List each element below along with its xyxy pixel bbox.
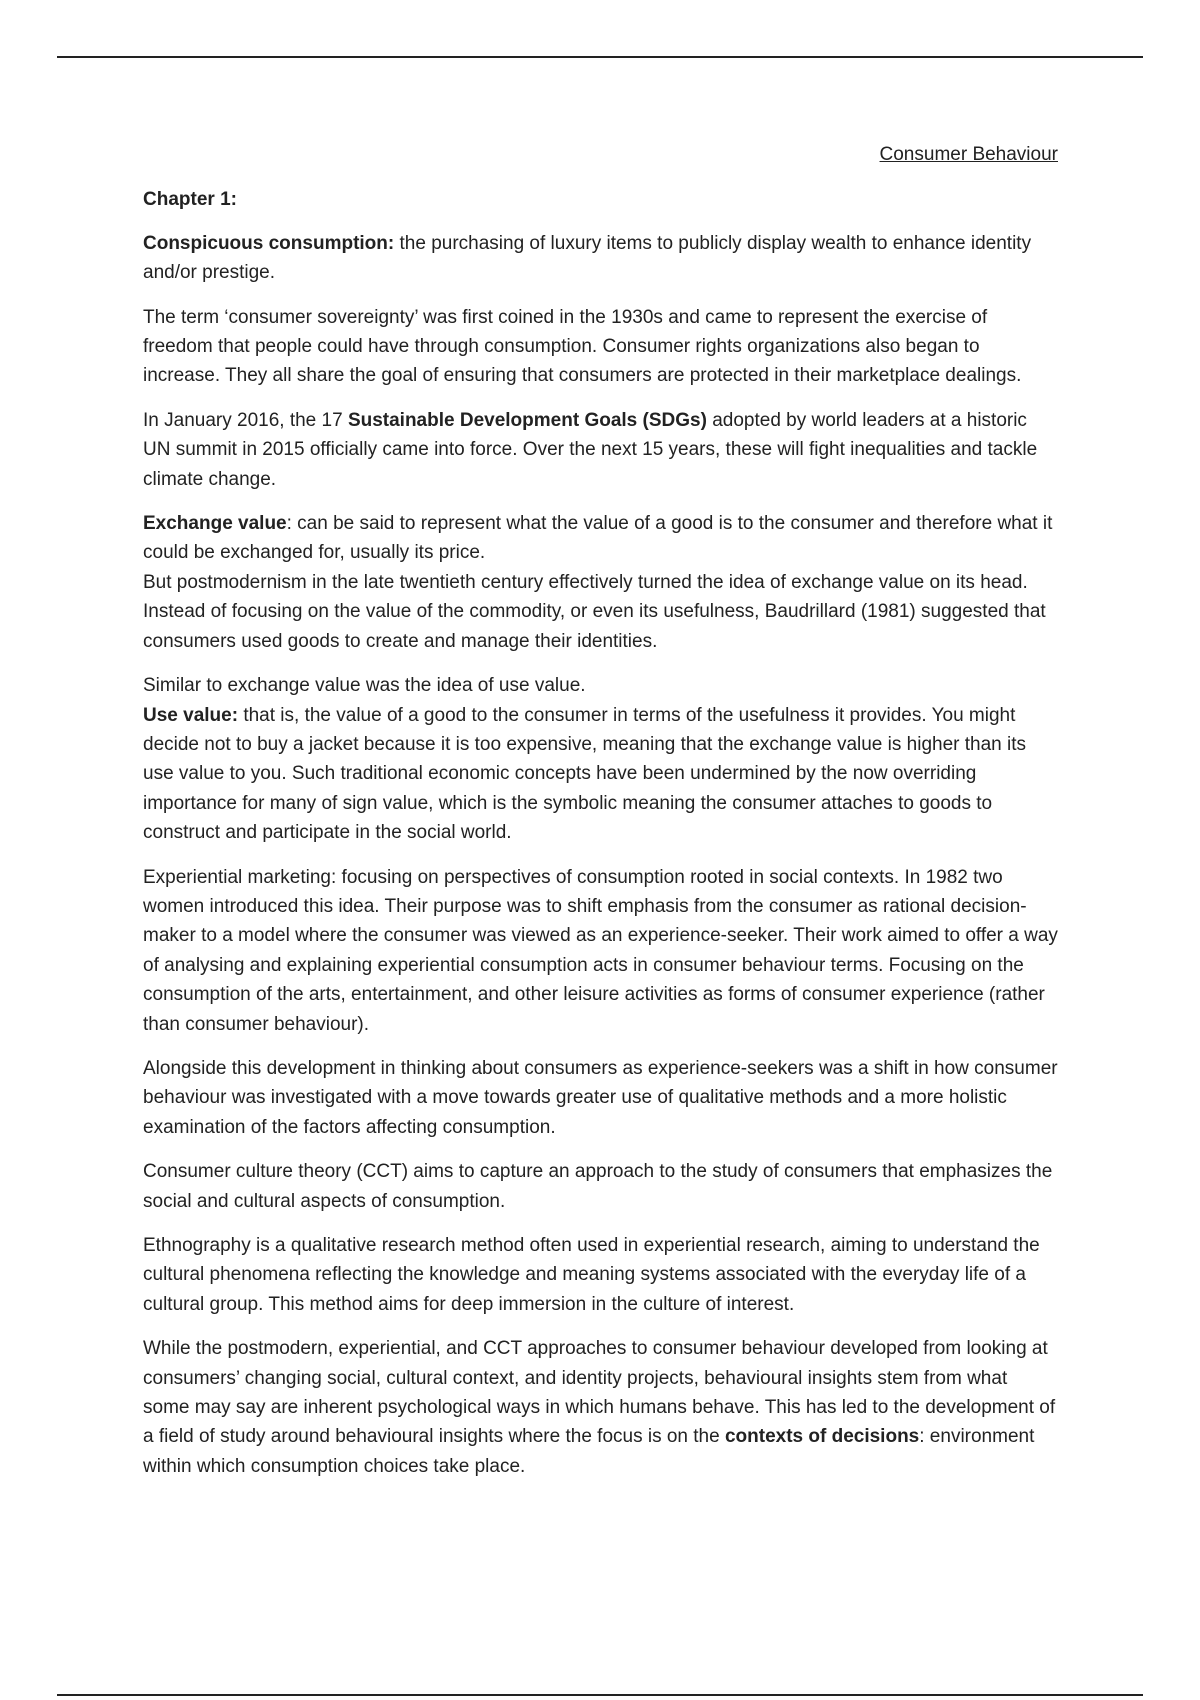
paragraph-sdgs [143, 406, 1058, 494]
document-title: Consumer Behaviour [879, 144, 1058, 165]
paragraph-text: : can be said to represent what the value of a good is to the consumer and therefore what it could be exchanged for, usually its price. [143, 513, 1053, 564]
footer-rule [57, 1694, 1143, 1696]
term-use-value: Use value: [143, 704, 239, 726]
paragraph-exchange-value [143, 509, 1058, 656]
chapter-heading: Chapter 1: [143, 189, 237, 211]
paragraph-conspicuous-consumption [143, 229, 1058, 288]
paragraph-cct: Consumer culture theory (CCT) aims to capture an approach to the study of consumers that emphasizes the social and cultural aspects of consumption. [143, 1161, 1053, 1212]
paragraph-text: Similar to exchange value was the idea of use value. [143, 675, 586, 697]
paragraph-text: the purchasing of luxury items to publicly display wealth to enhance identity and/or prestige. [143, 232, 1032, 284]
paragraph-text: While the postmodern, experiential, and CCT approaches to consumer behaviour developed from looking at consumers’ changing social, cultural context, and identity projects, behavioural insights stem from what some may say are inherent psychological ways in which humans behave. This has led to the development of a field of study around behavioural insights where the focus is on the [143, 1338, 1056, 1448]
header-rule [57, 56, 1143, 58]
term-conspicuous-consumption: Conspicuous consumption: [143, 232, 395, 254]
paragraph-ethnography: Ethnography is a qualitative research method often used in experiential research, aiming to understand the cultural phenomena reflecting the knowledge and meaning systems associated with the everyday life of a cultural group. This method aims for deep immersion in the culture of interest. [143, 1235, 1040, 1315]
paragraph-text: adopted by world leaders at a historic UN summit in 2015 officially came into force. Over the next 15 years, these will fight inequalities and tackle climate change. [143, 409, 1038, 490]
paragraph-text: : environment within which consumption choices take place. [143, 1426, 1035, 1477]
term-sdgs: Sustainable Development Goals (SDGs) [347, 409, 707, 431]
paragraph-text: In January 2016, the 17 [143, 409, 348, 431]
paragraph-text: But postmodernism in the late twentieth century effectively turned the idea of exchange value on its head. Instead of focusing on the value of the commodity, or even its usefulness, Baudrillard (1981) suggested that consumers used goods to create and manage their identities. [143, 571, 1046, 652]
paragraph-behavioural-insights [143, 1334, 1058, 1481]
paragraph-consumer-sovereignty: The term ‘consumer sovereignty’ was first coined in the 1930s and came to represent the exercise of freedom that people could have through consumption. Consumer rights organizations also began to increase. They all share the goal of ensuring that consumers are protected in their marketplace dealings. [143, 306, 1022, 387]
paragraph-experience-seekers: Alongside this development in thinking about consumers as experience-seekers was a shift in how consumer behaviour was investigated with a move towards greater use of qualitative methods and a more holistic examination of the factors affecting consumption. [143, 1057, 1058, 1138]
document-page [143, 140, 1058, 1496]
term-contexts-of-decisions: contexts of decisions [724, 1426, 920, 1448]
term-exchange-value: Exchange value [143, 513, 287, 535]
paragraph-experiential-marketing: Experiential marketing: focusing on perspectives of consumption rooted in social contexts. In 1982 two women introduced this idea. Their purpose was to shift emphasis from the consumer as rational decision-maker to a model where the consumer was viewed as an experience-seeker. Their work aimed to offer a way of analysing and explaining experiential consumption acts in consumer behaviour terms. Focusing on the consumption of the arts, entertainment, and other leisure activities as forms of consumer experience (rather than consumer behaviour). [143, 866, 1058, 1035]
paragraph-use-value [143, 671, 1058, 847]
paragraph-text: that is, the value of a good to the consumer in terms of the usefulness it provides. You might decide not to buy a jacket because it is too expensive, meaning that the exchange value is higher than its use value to you. Such traditional economic concepts have been undermined by the now overriding importance for many of sign value, which is the symbolic meaning the consumer attaches to goods to construct and participate in the social world. [143, 704, 1027, 844]
